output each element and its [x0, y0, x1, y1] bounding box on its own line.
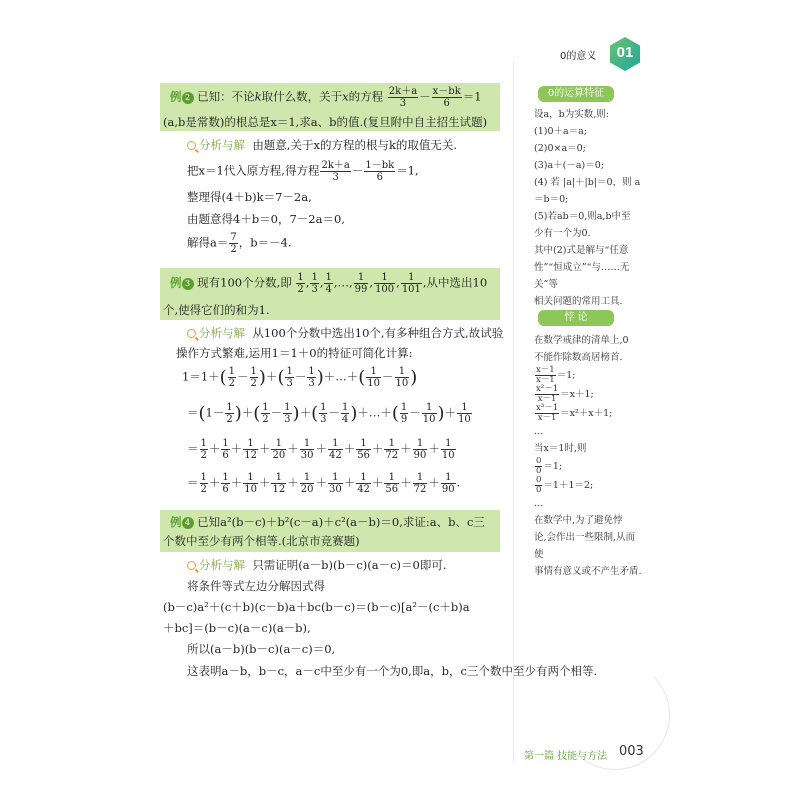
- search-icon: [187, 141, 196, 150]
- example-4-analysis-line6: 这表明a－b，b－c，a－c中至少有一个为0,即a，b，c三个数中至少有两个相等.: [187, 664, 598, 678]
- equation-row-1: 1＝1＋( $\frac{1}{2}$ － $\frac{1}{2}$ )＋( $\frac{1}{3}$ － $\frac{1}{3}$ )＋…＋( $\frac{1}{10}$ － $\frac{1}{10}$ ): [182, 366, 418, 389]
- example-2-line1: 例 2 已知：不论k取什么数，关于x的方程 $\frac{2k+a}{3}$ － $\frac{x-bk}{6}$ ＝1: [170, 86, 482, 109]
- equation-row-2: ＝(1－ $\frac{1}{2}$ )＋( $\frac{1}{2}$ － $\frac{1}{3}$ )＋( $\frac{1}{3}$ － $\frac{1}{4}$ )＋…＋( $\frac{1}{9}$ － $\frac{1}{10}$ )＋ $\frac{1}{10}$: [187, 402, 471, 425]
- footer-section-title: 第一篇 技能与方法: [524, 751, 608, 762]
- equation-row-3: ＝ $\frac{1}{2}$ ＋ $\frac{1}{6}$ ＋ $\frac{1}{12}$ ＋ $\frac{1}{20}$ ＋ $\frac{1}{30}$ ＋ $\frac{1}{42}$ ＋ $\frac{1}{56}$ ＋ $\frac{1}{72}$ ＋ $\frac{1}{90}$ ＋ $\frac{1}{10}$: [187, 438, 455, 461]
- search-icon: [187, 329, 196, 338]
- example-2-analysis-line4: 由题意得4＋b＝0，7－2a＝0,: [187, 212, 345, 226]
- sidebar-paradox-text: 在数学戒律的清单上,0 不能作除数高居榜首. $\frac{x-1}{x-1}$ ＝1; $\frac{\text{x²－1}}{x-1}$ ＝x＋1; $\frac{\text{x³－1}}{x-1}$ ＝x²＋x＋1; … 当x＝1时,则 $\frac{0}{0}$ ＝1; $\frac{0}{0}$ ＝1＋1＝2; … 在数学中,为了避免悖 论,会作出一些限制,从而使 事情有意义或不产生矛盾.: [534, 335, 642, 577]
- example-4-analysis-line5: 所以(a－b)(b－c)(a－c)＝0,: [187, 642, 336, 656]
- chapter-number: 01: [616, 44, 634, 61]
- sidebar-operations-text: 设a，b为实数,则: (1)0＋a＝a; (2)0×a＝0; (3)a＋(－a)＝0; (4) 若 |a|＋|b|＝0，则 a ＝b＝0; (5)若ab＝0,则a,b中至 少有一个为0. 其中(2)式是解与“任意 性”“恒成立”“与……无关”等 相关问题的常用工具.: [534, 109, 641, 307]
- example-2-analysis-line1: 分析与解 由题意,关于x的方程的根与k的取值无关.: [187, 137, 457, 153]
- example-3-analysis-line2: 操作方式繁难,运用1＝1＋0的特征可简化计算:: [176, 346, 413, 360]
- search-icon: [187, 561, 196, 570]
- sidebar-heading-zero-operations: 0的运算特征: [538, 86, 614, 102]
- example-3-line1: 例 3 现有100个分数,即 $\frac{1}{2}$ , $\frac{1}{3}$ , $\frac{1}{4}$ ,…, $\frac{1}{99}$ , $\frac{1}{100}$ , $\frac{1}{101}$ ,从中选出10: [170, 272, 488, 295]
- example-2-line2: (a,b是常数)的根总是x＝1,求a、b的值.(复旦附中自主招生试题): [163, 115, 488, 129]
- example-4-line2: 个数中至少有两个相等.(北京市竞赛题): [163, 534, 360, 548]
- example-3-line2: 个,使得它们的和为1.: [163, 303, 270, 317]
- example-4-analysis-line3: (b－c)a²＋(c＋b)(c－b)a＋bc(b－c)＝(b－c)[a²－(c＋b)a: [163, 600, 470, 614]
- example-2-analysis-line2: 把x＝1代入原方程,得方程 $\frac{2k+a}{3}$ － $\frac{1-bk}{6}$ ＝1,: [187, 160, 419, 183]
- divider: [513, 62, 514, 762]
- page-number: 003: [619, 744, 644, 759]
- example-3-analysis-line1: 分析与解 从100个分数中选出10个,有多种组合方式,故试验: [187, 325, 503, 341]
- example-4-line1: 例 4 已知a²(b－c)＋b²(c－a)＋c²(a－b)＝0,求证:a、b、c三: [170, 515, 485, 529]
- equation-row-4: ＝ $\frac{1}{2}$ ＋ $\frac{1}{6}$ ＋ $\frac{1}{10}$ ＋ $\frac{1}{12}$ ＋ $\frac{1}{20}$ ＋ $\frac{1}{30}$ ＋ $\frac{1}{42}$ ＋ $\frac{1}{56}$ ＋ $\frac{1}{72}$ ＋ $\frac{1}{90}$ .: [187, 472, 461, 495]
- example-2-analysis-line3: 整理得(4＋b)k＝7－2a,: [187, 190, 312, 204]
- section-title: 0的意义: [560, 51, 597, 62]
- sidebar-heading-paradox: 悖 论: [538, 310, 614, 326]
- example-2-analysis-line5: 解得a＝ $\frac{7}{2}$ ，b＝－4.: [187, 232, 292, 255]
- example-4-analysis-line4: ＋bc]＝(b－c)(a－c)(a－b),: [163, 621, 311, 635]
- example-4-analysis-line1: 分析与解 只需证明(a－b)(b－c)(a－c)＝0即可.: [187, 557, 447, 573]
- example-4-analysis-line2: 将条件等式左边分解因式得: [187, 579, 325, 593]
